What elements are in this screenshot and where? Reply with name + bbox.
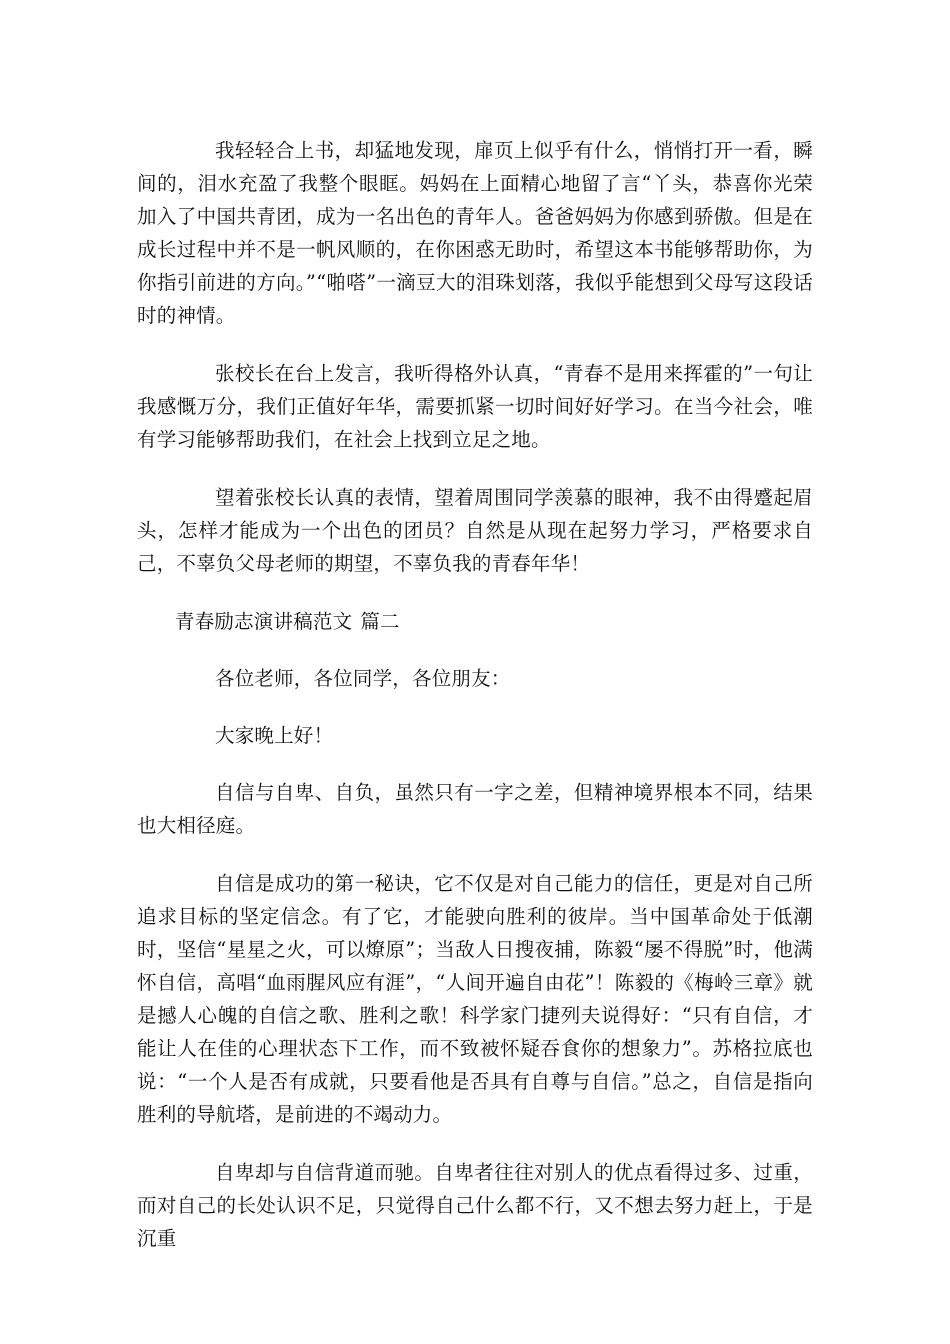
section-heading: [137, 605, 813, 638]
paragraph-intro: 自信与自卑、自负，虽然只有一字之差，但精神境界根本不同，结果也大相径庭。: [137, 781, 813, 837]
section-heading-part: 篇二: [360, 610, 400, 633]
paragraph-greeting: 大家晚上好！: [215, 724, 334, 747]
document-body: [137, 134, 813, 1280]
paragraph-salutation: 各位老师，各位同学，各位朋友：: [215, 667, 511, 690]
paragraph-inferiority: 自卑却与自信背道而驰。自卑者往往对别人的优点看得过多、过重，而对自己的长处认识不足，只觉得自己什么都不行，又不想去努力赶上，于是沉重: [137, 1161, 813, 1250]
section-heading-title: 青春励志演讲稿范文: [175, 610, 353, 633]
paragraph-reflection: 望着张校长认真的表情，望着周围同学羡慕的眼神，我不由得蹙起眉头，怎样才能成为一个出色的团员？自然是从现在起努力学习，严格要求自己，不辜负父母老师的期望，不辜负我的青春年华！: [137, 486, 813, 575]
paragraph-principal-speech: 张校长在台上发言，我听得格外认真，“青春不是用来挥霍的”一句让我感慨万分，我们正值好年华，需要抓紧一切时间好好学习。在当今社会，唯有学习能够帮助我们，在社会上找到立足之地。: [137, 362, 813, 451]
paragraph-book-flyleaf: 我轻轻合上书，却猛地发现，扉页上似乎有什么，悄悄打开一看，瞬间的，泪水充盈了我整个眼眶。妈妈在上面精心地留了言“丫头，恭喜你光荣加入了中国共青团，成为一名出色的青年人。爸爸妈妈为你感到骄傲。但是在成长过程中并不是一帆风顺的，在你困惑无助时，希望这本书能够帮助你，为你指引前进的方向。”“啪嗒”一滴豆大的泪珠划落，我似乎能想到父母写这段话时的神情。: [137, 139, 813, 327]
paragraph-confidence: 自信是成功的第一秘诀，它不仅是对自己能力的信任，更是对自己所追求目标的坚定信念。有了它，才能驶向胜利的彼岸。当中国革命处于低潮时，坚信“星星之火，可以燎原”；当敌人日搜夜捕，陈毅“屡不得脱”时，他满怀自信，高唱“血雨腥风应有涯”，“人间开遍自由花”！陈毅的《梅岭三章》就是撼人心魄的自信之歌、胜利之歌！科学家门捷列夫说得好：“只有自信，才能让人在佳的心理状态下工作，而不致被怀疑吞食你的想象力”。苏格拉底也说：“一个人是否有成就，只要看他是否具有自尊与自信。”总之，自信是指向胜利的导航塔，是前进的不竭动力。: [137, 872, 813, 1126]
